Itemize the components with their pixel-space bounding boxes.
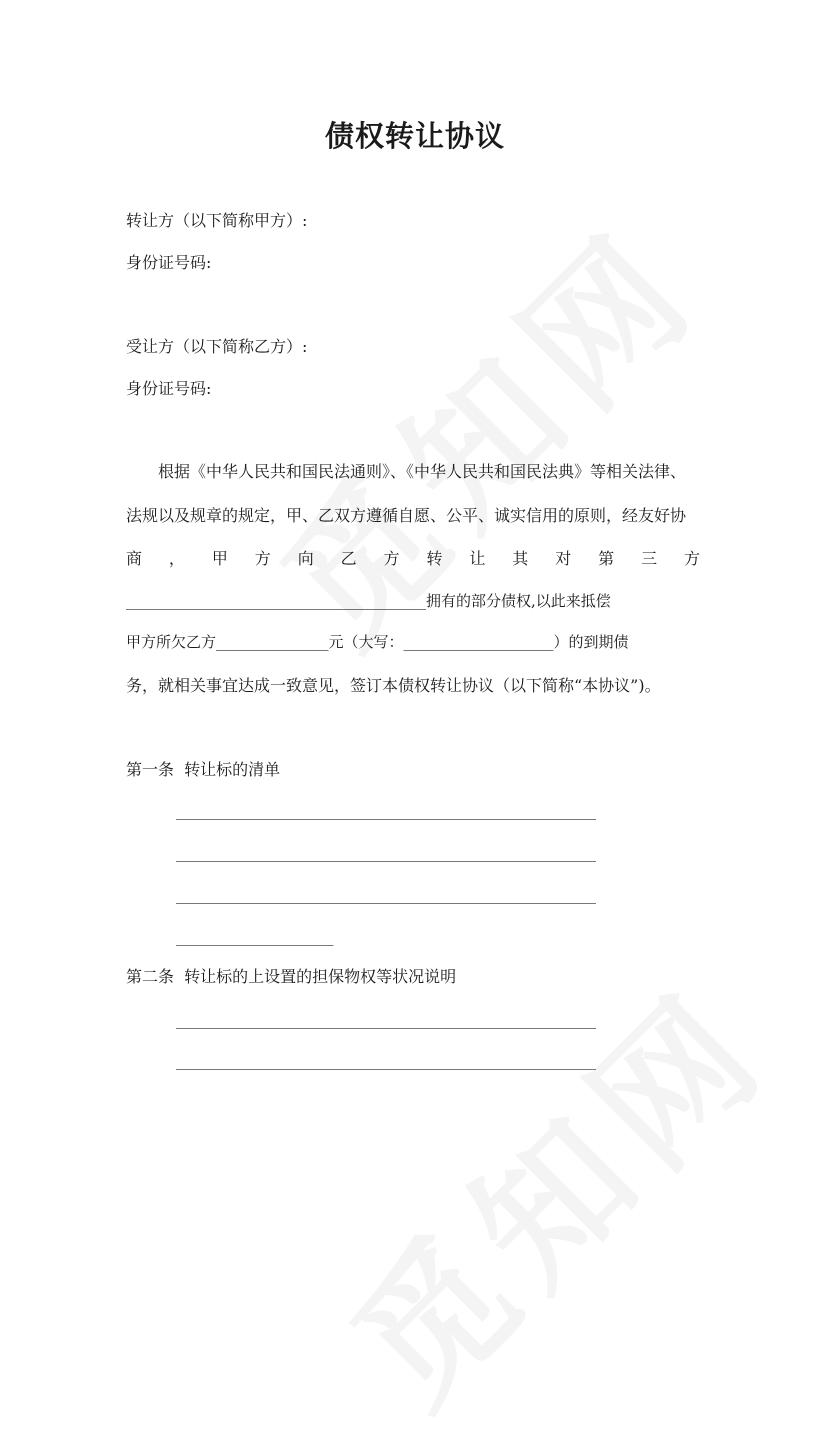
preamble-char: 让 [469,549,486,568]
preamble-char: 乙 [340,549,357,568]
document-title: 债权转让协议 [324,119,505,153]
preamble-char: 商 [126,549,143,568]
preamble-char: 方 [683,549,700,568]
article-1-blank: ________________________________________________________ [176,844,596,862]
party-a-label: 转让方（以下简称甲方）: [126,211,308,230]
article-2-blank: ________________________________________________________ [176,1011,596,1029]
article-1-blank: _____________________ [176,928,334,946]
preamble-char: ， [168,549,185,568]
preamble-line-5: 甲方所欠乙方_______________元（大写：____________________）的到期债 [126,633,629,651]
preamble-line-4: ________________________________________拥有的部分债权,以此来抵偿 [126,592,611,610]
article-1-heading: 第一条 转让标的清单 [126,760,281,779]
preamble-char: 第 [598,549,615,568]
article-2-heading: 第二条 转让标的上设置的担保物权等状况说明 [126,967,457,986]
preamble-char: 其 [512,549,529,568]
party-a-id-label: 身份证号码: [126,253,212,272]
preamble-line-2: 法规以及规章的规定，甲、乙双方遵循自愿、公平、诚实信用的原则，经友好协 [126,506,687,525]
preamble-line-1: 根据《中华人民共和国民法通则》、《中华人民共和国民法典》等相关法律、 [158,462,687,481]
preamble-line-3 [126,548,700,570]
preamble-char: 向 [297,549,314,568]
article-2-blank: ________________________________________________________ [176,1052,596,1070]
preamble-char: 对 [555,549,572,568]
article-1-blank: ________________________________________________________ [176,886,596,904]
preamble-char: 转 [426,549,443,568]
preamble-char: 方 [383,549,400,568]
preamble-char: 三 [641,549,658,568]
article-1-blank: ________________________________________________________ [176,802,596,820]
preamble-line-6: 务，就相关事宜达成一致意见，签订本债权转让协议（以下简称“本协议”)。 [126,676,661,695]
party-b-label: 受让方（以下简称乙方）: [126,337,308,356]
party-b-id-label: 身份证号码: [126,379,212,398]
preamble-char: 甲 [211,549,228,568]
preamble-char: 方 [254,549,271,568]
